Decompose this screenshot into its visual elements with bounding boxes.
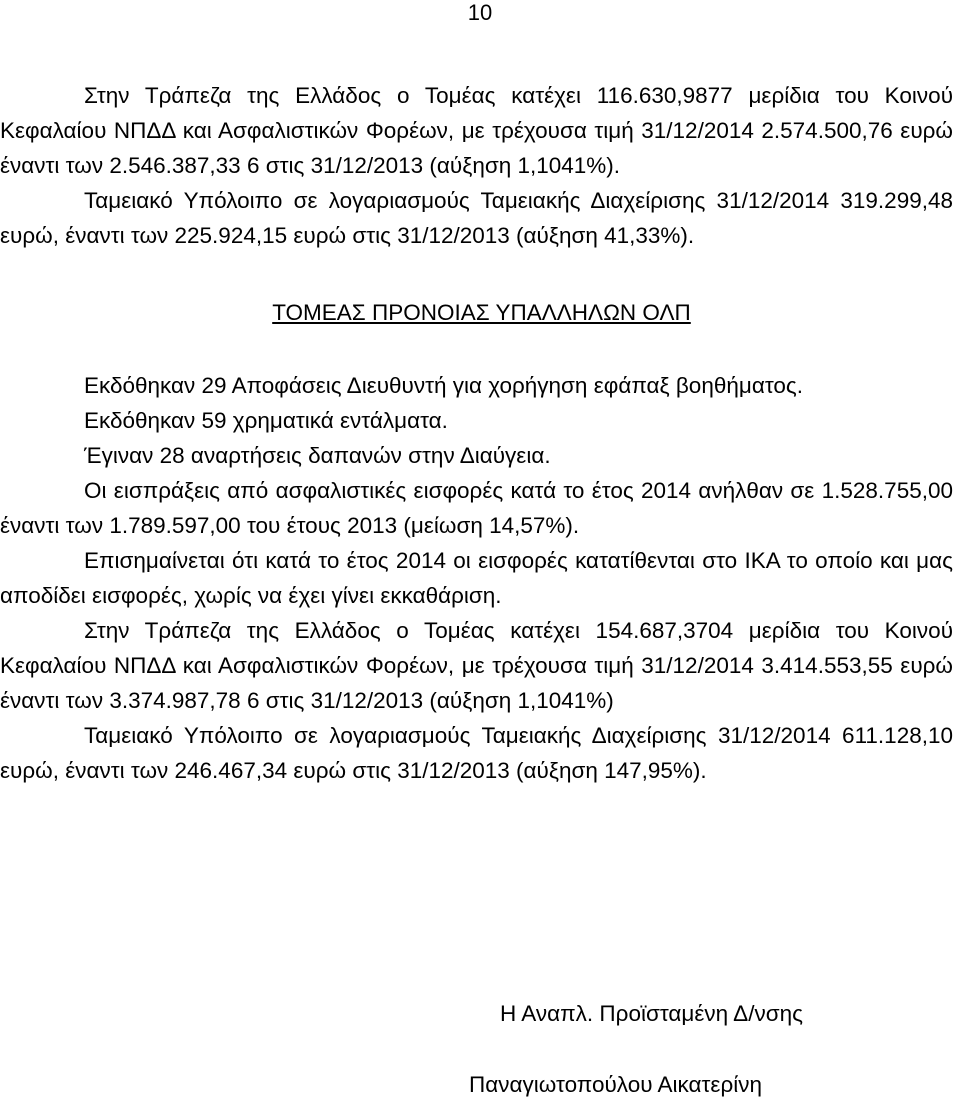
paragraph-cash-balance-1: Ταμειακό Υπόλοιπο σε λογαριασμούς Ταμειακής Διαχείρισης 31/12/2014 319.299,48 ευρώ, έναντι των 225.924,15 ευρώ στις 31/12/2013 (αύξηση 41,33%).: [0, 188, 953, 248]
paragraph-decisions: Εκδόθηκαν 29 Αποφάσεις Διευθυντή για χορήγηση εφάπαξ βοηθήματος.: [84, 373, 804, 398]
signature-name: Παναγιωτοπούλου Αικατερίνη: [469, 1072, 763, 1097]
document-body: [0, 78, 953, 788]
paragraph-payment-orders: Εκδόθηκαν 59 χρηματικά εντάλματα.: [84, 408, 448, 433]
section-title: ΤΟΜΕΑΣ ΠΡΟΝΟΙΑΣ ΥΠΑΛΛΗΛΩΝ ΟΛΠ: [272, 300, 691, 325]
paragraph-contributions: Οι εισπράξεις από ασφαλιστικές εισφορές κατά το έτος 2014 ανήλθαν σε 1.528.755,00 έναντι των 1.789.597,00 του έτους 2013 (μείωση 14,57%).: [0, 478, 953, 538]
page-number: 10: [467, 0, 493, 25]
paragraph-diavgeia-postings: Έγιναν 28 αναρτήσεις δαπανών στην Διαύγεια.: [84, 443, 551, 468]
paragraph-bank-shares-1: Στην Τράπεζα της Ελλάδος ο Τομέας κατέχει 116.630,9877 μερίδια του Κοινού Κεφαλαίου ΝΠΔΔ και Ασφαλιστικών Φορέων, με τρέχουσα τιμή 31/12/2014 2.574.500,76 ευρώ έναντι των 2.546.387,33 6 στις 31/12/2013 (αύξηση 1,1041%).: [0, 83, 953, 178]
paragraph-bank-shares-2: Στην Τράπεζα της Ελλάδος ο Τομέας κατέχει 154.687,3704 μερίδια του Κοινού Κεφαλαίου ΝΠΔΔ και Ασφαλιστικών Φορέων, με τρέχουσα τιμή 31/12/2014 3.414.553,55 ευρώ έναντι των 3.374.987,78 6 στις 31/12/2013 (αύξηση 1,1041%): [0, 618, 953, 713]
signature-role: Η Αναπλ. Προϊσταμένη Δ/νσης: [500, 1001, 803, 1026]
paragraph-cash-balance-2: Ταμειακό Υπόλοιπο σε λογαριασμούς Ταμειακής Διαχείρισης 31/12/2014 611.128,10 ευρώ, έναντι των 246.467,34 ευρώ στις 31/12/2013 (αύξηση 147,95%).: [0, 723, 953, 783]
paragraph-ika-note: Επισημαίνεται ότι κατά το έτος 2014 οι εισφορές κατατίθενται στο ΙΚΑ το οποίο και μας αποδίδει εισφορές, χωρίς να έχει γίνει εκκαθάριση.: [0, 548, 953, 608]
